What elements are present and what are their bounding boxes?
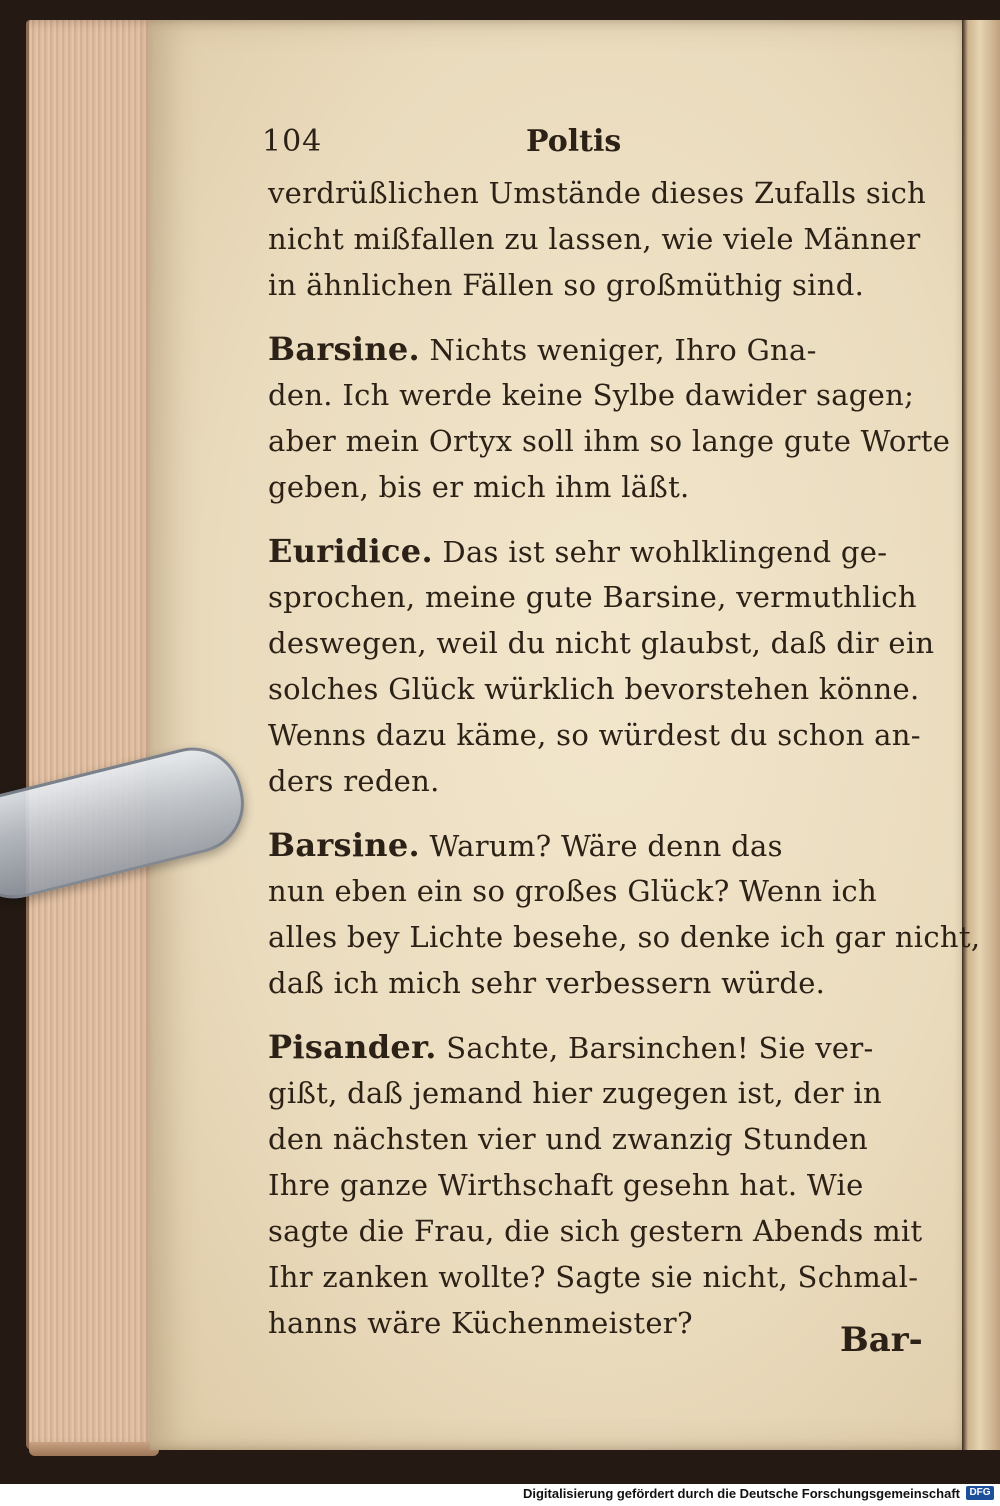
text-line: deswegen, weil du nicht glaubst, daß dir ein [268, 626, 935, 660]
text-line: solches Glück würklich bevorstehen könne. [268, 672, 920, 706]
text-line: Barsine. Nichts weniger, Ihro Gna- [268, 330, 817, 368]
text-line: aber mein Ortyx soll ihm so lange gute Worte [268, 424, 951, 458]
catchword: Bar- [840, 1320, 923, 1360]
text-line: Barsine. Warum? Wäre denn das [268, 826, 783, 864]
text-line: Ihr zanken wollte? Sagte sie nicht, Schmal- [268, 1260, 919, 1294]
speaker-name: Barsine. [268, 330, 420, 368]
text-line: Euridice. Das ist sehr wohlklingend ge- [268, 532, 888, 570]
text-line: sprochen, meine gute Barsine, vermuthlich [268, 580, 917, 614]
book-page-edges [26, 20, 159, 1450]
text-line: Pisander. Sachte, Barsinchen! Sie ver- [268, 1028, 874, 1066]
speaker-name: Barsine. [268, 826, 420, 864]
text-line: verdrüßlichen Umstände dieses Zufalls sich [268, 176, 927, 210]
speaker-name: Pisander. [268, 1028, 437, 1066]
text-line: ders reden. [268, 764, 440, 798]
page-header [262, 118, 918, 170]
text-line: sagte die Frau, die sich gestern Abends mit [268, 1214, 923, 1248]
text-line: nun eben ein so großes Glück? Wenn ich [268, 874, 877, 908]
text-line: daß ich mich sehr verbessern würde. [268, 966, 826, 1000]
text-line: den nächsten vier und zwanzig Stunden [268, 1122, 868, 1156]
text-line: in ähnlichen Fällen so großmüthig sind. [268, 268, 865, 302]
book-gutter [962, 20, 1000, 1450]
text-line: alles bey Lichte besehe, so denke ich gar nicht, [268, 920, 981, 954]
text-line: den. Ich werde keine Sylbe dawider sagen; [268, 378, 915, 412]
text-line: Wenns dazu käme, so würdest du schon an- [268, 718, 921, 752]
digitization-credit: Digitalisierung gefördert durch die Deutsche Forschungsgemeinschaft [522, 1486, 960, 1501]
text-line: nicht mißfallen zu lassen, wie viele Männer [268, 222, 921, 256]
speaker-name: Euridice. [268, 532, 433, 570]
text-line: geben, bis er mich ihm läßt. [268, 470, 690, 504]
text-line: Ihre ganze Wirthschaft gesehn hat. Wie [268, 1168, 864, 1202]
text-line: gißt, daß jemand hier zugegen ist, der in [268, 1076, 882, 1110]
running-head: Poltis [526, 124, 622, 159]
text-line: hanns wäre Küchenmeister? [268, 1306, 693, 1340]
page-number: 104 [262, 124, 323, 159]
page-text-block [262, 118, 981, 1360]
dfg-logo-icon: DFG [966, 1486, 994, 1500]
